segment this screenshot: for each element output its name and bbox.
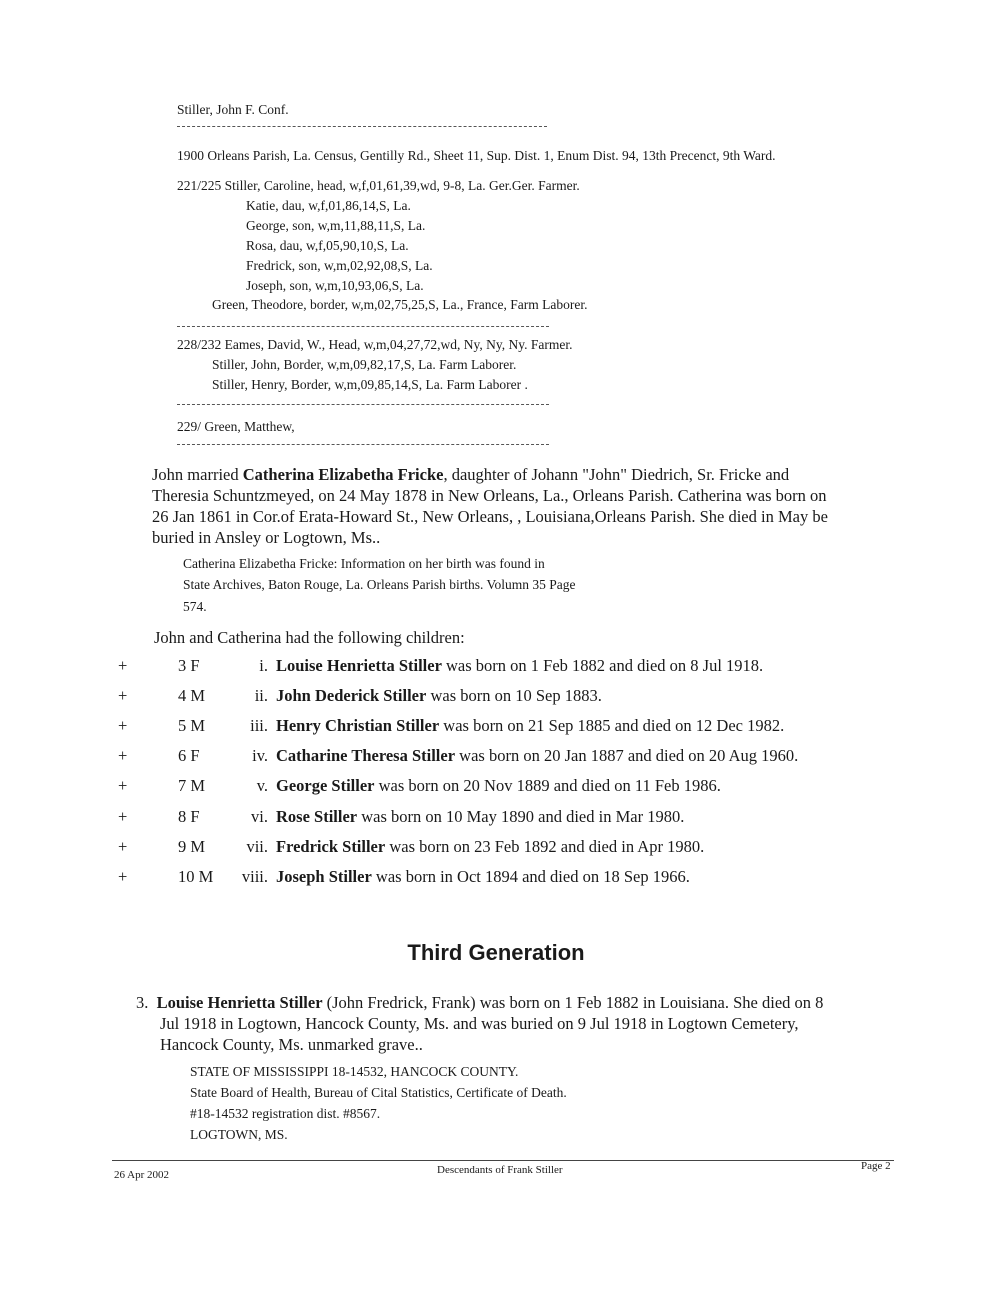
child-description bbox=[276, 776, 721, 796]
child-dates: was born in Oct 1894 and died on 18 Sep 1966. bbox=[371, 866, 690, 886]
footer-title: Descendants of Frank Stiller bbox=[437, 1164, 563, 1176]
child-description bbox=[276, 716, 784, 736]
child-name: Joseph Stiller bbox=[276, 866, 372, 886]
dashed-divider bbox=[177, 444, 549, 445]
child-roman-index: v. bbox=[256, 776, 268, 796]
child-roman-index: i. bbox=[259, 656, 268, 675]
dashed-divider bbox=[177, 126, 547, 127]
census-title: 1900 Orleans Parish, La. Census, Gentilly Rd., Sheet 11, Sup. Dist. 1, Enum Dist. 94, 13th Precenct, 9th Ward. bbox=[177, 148, 776, 163]
census-row: 221/225 Stiller, Caroline, head, w,f,01,61,39,wd, 9-8, La. Ger.Ger. Farmer. bbox=[177, 178, 580, 193]
child-number: 3 F bbox=[178, 656, 200, 675]
child-dates: was born on 10 May 1890 and died in Mar 1980. bbox=[357, 806, 685, 826]
child-number: 7 M bbox=[178, 776, 206, 796]
entry-name: Louise Henrietta Stiller bbox=[156, 993, 323, 1012]
footer-page: Page 2 bbox=[861, 1160, 891, 1172]
census-row: Katie, dau, w,f,01,86,14,S, La. bbox=[246, 198, 411, 213]
child-description bbox=[276, 807, 684, 827]
child-row bbox=[0, 867, 992, 891]
has-descendants-marker: + bbox=[118, 686, 128, 706]
has-descendants-marker: + bbox=[118, 836, 128, 856]
census-row: Stiller, John, Border, w,m,09,82,17,S, La. Farm Laborer. bbox=[212, 357, 517, 372]
death-note-line: LOGTOWN, MS. bbox=[190, 1127, 288, 1142]
child-roman-index: vii. bbox=[246, 836, 268, 856]
child-row bbox=[0, 837, 992, 861]
child-number: 10 M bbox=[178, 866, 214, 886]
child-name: Catharine Theresa Stiller bbox=[276, 746, 456, 766]
census-row: Rosa, dau, w,f,05,90,10,S, La. bbox=[246, 238, 409, 253]
has-descendants-marker: + bbox=[118, 776, 128, 796]
census-row: 228/232 Eames, David, W., Head, w,m,04,27,72,wd, Ny, Ny, Ny. Farmer. bbox=[177, 337, 573, 352]
child-description bbox=[276, 746, 798, 766]
has-descendants-marker: + bbox=[118, 716, 128, 736]
child-name: George Stiller bbox=[276, 776, 375, 796]
child-name: Louise Henrietta Stiller bbox=[276, 656, 442, 675]
birth-note-line: Catherina Elizabetha Fricke: Information on her birth was found in bbox=[183, 556, 545, 571]
generation-heading: Third Generation bbox=[407, 940, 585, 965]
death-note-line: STATE OF MISSISSIPPI 18-14532, HANCOCK COUNTY. bbox=[190, 1064, 519, 1079]
child-description bbox=[276, 656, 763, 676]
entry-paragraph: 3. Louise Henrietta Stiller (John Fredrick, Frank) was born on 1 Feb 1882 in Louisiana. She died on 8 Jul 1918 in Logtown, Hancock County, Ms. and was buried on 9 Jul 1918 in Logtown Cemetery, Hancock County, Ms. unmarked grave.. bbox=[136, 993, 824, 1054]
death-note-line: State Board of Health, Bureau of Cital Statistics, Certificate of Death. bbox=[190, 1085, 567, 1100]
entry-number: 3. bbox=[136, 993, 149, 1012]
child-name: Henry Christian Stiller bbox=[276, 716, 440, 736]
dashed-divider bbox=[177, 404, 549, 405]
child-row bbox=[0, 686, 992, 710]
child-roman-index: ii. bbox=[254, 686, 268, 706]
has-descendants-marker: + bbox=[118, 746, 128, 766]
death-note-line: #18-14532 registration dist. #8567. bbox=[190, 1106, 381, 1121]
census-row: Joseph, son, w,m,10,93,06,S, La. bbox=[246, 278, 424, 293]
record-label: Stiller, John F. Conf. bbox=[177, 102, 289, 117]
child-number: 9 M bbox=[178, 836, 206, 856]
footer-date: 26 Apr 2002 bbox=[114, 1169, 169, 1181]
child-description bbox=[276, 837, 704, 857]
census-row: Green, Theodore, border, w,m,02,75,25,S, La., France, Farm Laborer. bbox=[212, 297, 588, 312]
child-number: 4 M bbox=[178, 686, 206, 706]
child-number: 8 F bbox=[178, 806, 200, 826]
has-descendants-marker: + bbox=[118, 806, 128, 826]
child-dates: was born on 21 Sep 1885 and died on 12 Dec 1982. bbox=[439, 716, 785, 736]
has-descendants-marker: + bbox=[118, 656, 128, 675]
child-description bbox=[276, 686, 602, 706]
child-row bbox=[0, 807, 992, 831]
child-number: 5 M bbox=[178, 716, 206, 736]
birth-note-line: 574. bbox=[183, 599, 207, 614]
children-intro: John and Catherina had the following children: bbox=[154, 628, 465, 647]
census-row: Fredrick, son, w,m,02,92,08,S, La. bbox=[246, 258, 433, 273]
child-row bbox=[0, 746, 992, 770]
child-dates: was born on 20 Jan 1887 and died on 20 Aug 1960. bbox=[455, 746, 799, 766]
child-name: John Dederick Stiller bbox=[276, 686, 427, 706]
child-dates: was born on 23 Feb 1892 and died in Apr 1980. bbox=[385, 836, 705, 856]
footer-rule bbox=[112, 1160, 894, 1161]
child-name: Rose Stiller bbox=[276, 806, 358, 826]
has-descendants-marker: + bbox=[118, 866, 128, 886]
census-row: George, son, w,m,11,88,11,S, La. bbox=[246, 218, 426, 233]
child-name: Fredrick Stiller bbox=[276, 836, 386, 856]
child-dates: was born on 1 Feb 1882 and died on 8 Jul 1918. bbox=[441, 656, 764, 675]
marriage-paragraph: John married Catherina Elizabetha Fricke, daughter of Johann "John" Diedrich, Sr. Fricke and Theresia Schuntzmeyed, on 24 May 1878 in New Orleans, La., Orleans Parish. Catherina was born on 26 Jan 1861 in Cor.of Erata-Howard St., New Orleans, , Louisiana,Orleans Parish. She died in May be buried in Ansley or Logtown, Ms.. bbox=[152, 465, 828, 547]
dashed-divider bbox=[177, 326, 549, 327]
child-dates: was born on 10 Sep 1883. bbox=[426, 686, 602, 706]
spouse-name: Catherina Elizabetha Fricke bbox=[242, 465, 444, 484]
census-row: Stiller, Henry, Border, w,m,09,85,14,S, La. Farm Laborer . bbox=[212, 377, 528, 392]
child-roman-index: viii. bbox=[241, 866, 268, 886]
child-row bbox=[0, 716, 992, 740]
child-roman-index: iv. bbox=[252, 746, 268, 766]
birth-note-line: State Archives, Baton Rouge, La. Orleans Parish births. Volumn 35 Page bbox=[183, 577, 576, 592]
child-row bbox=[0, 776, 992, 800]
child-description bbox=[276, 867, 690, 887]
census-row: 229/ Green, Matthew, bbox=[177, 419, 295, 434]
child-row bbox=[0, 656, 992, 680]
child-roman-index: vi. bbox=[251, 806, 268, 826]
child-dates: was born on 20 Nov 1889 and died on 11 Feb 1986. bbox=[374, 776, 721, 796]
child-number: 6 F bbox=[178, 746, 200, 766]
child-roman-index: iii. bbox=[250, 716, 268, 736]
